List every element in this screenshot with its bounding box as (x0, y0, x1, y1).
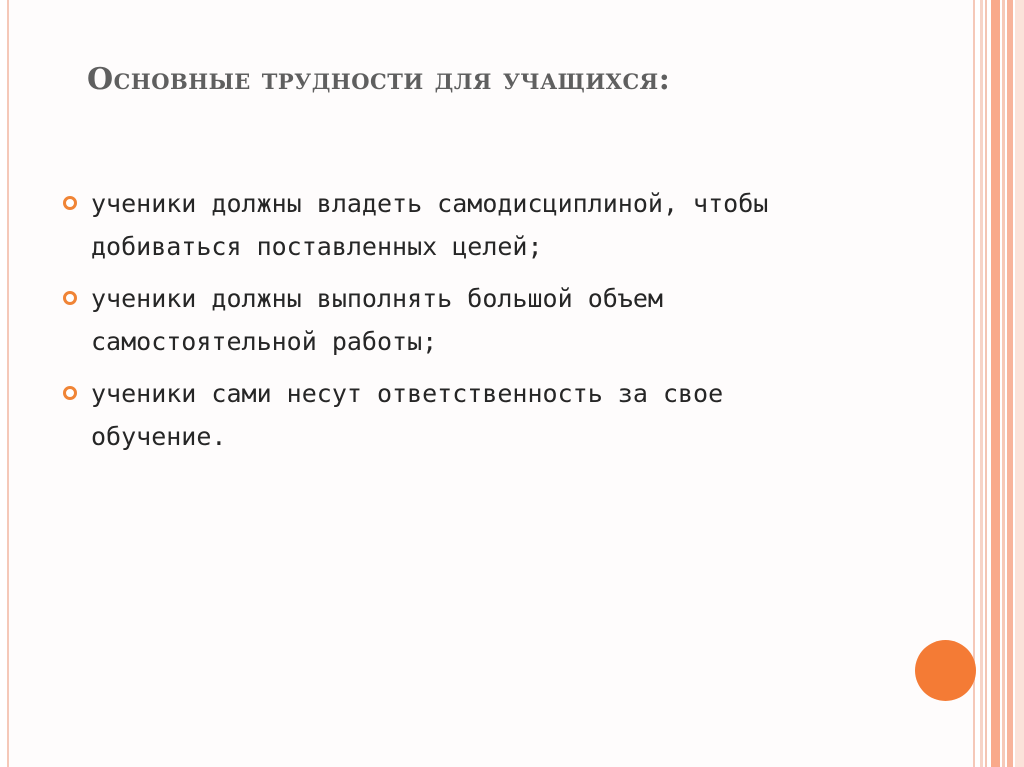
list-item (60, 182, 860, 268)
stripe (991, 0, 1000, 767)
bullet-list (60, 182, 860, 467)
list-item (60, 277, 860, 363)
slide-title: Основные трудности для учащихся: (87, 62, 671, 97)
list-item-text: ученики сами несут ответственность за свое обучение. (91, 379, 724, 451)
list-item-text: ученики должны выполнять большой объем самостоятельной работы; (91, 284, 663, 356)
list-item-text: ученики должны владеть самодисциплиной, чтобы добиваться поставленных целей; (91, 189, 769, 261)
decorative-circle-icon (915, 640, 976, 701)
stripe (1007, 0, 1013, 767)
ring-bullet-icon (63, 386, 77, 400)
ring-bullet-icon (63, 196, 77, 210)
stripe (1015, 0, 1024, 767)
ring-bullet-icon (63, 291, 77, 305)
list-item (60, 372, 860, 458)
stripe (985, 0, 987, 767)
decorative-stripes (980, 0, 1024, 767)
stripe (980, 0, 983, 767)
stripe (1002, 0, 1005, 767)
